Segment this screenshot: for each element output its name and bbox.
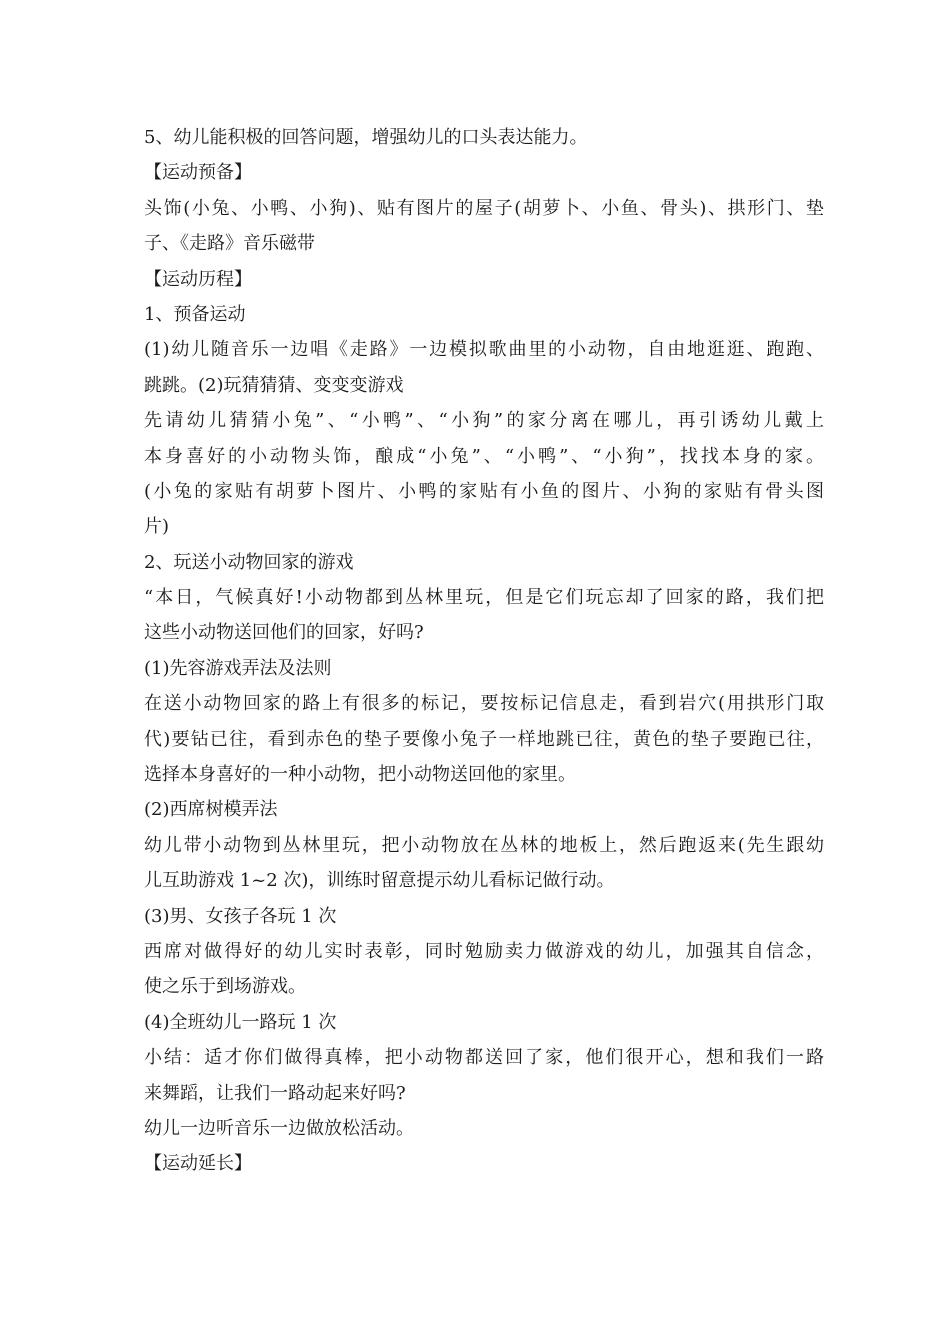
text-line: 【运动历程】: [144, 268, 252, 290]
text-line: 2、玩送小动物回家的游戏: [144, 551, 354, 573]
text-line: 【运动延长】: [144, 1153, 252, 1175]
text-line: 头饰(小兔、小鸭、小狗)、贴有图片的屋子(胡萝卜、小鱼、骨头)、拱形门、垫: [144, 197, 824, 219]
text-line: “本日，气候真好!小动物都到丛林里玩，但是它们玩忘却了回家的路，我们把: [144, 587, 824, 609]
text-line: 这些小动物送回他们的回家，好吗?: [144, 622, 424, 644]
text-line: (3)男、女孩子各玩 1 次: [144, 905, 337, 927]
text-line: (4)全班幼儿一路玩 1 次: [144, 1011, 337, 1033]
text-line: 选择本身喜好的一种小动物，把小动物送回他的家里。: [144, 764, 576, 786]
text-line: 使之乐于到场游戏。: [144, 976, 306, 998]
text-line: 幼儿带小动物到丛林里玩，把小动物放在丛林的地板上，然后跑返来(先生跟幼: [144, 834, 824, 856]
text-line: 西席对做得好的幼儿实时表彰，同时勉励卖力做游戏的幼儿，加强其自信念，: [144, 940, 824, 962]
text-line: 先请幼儿猜猜小兔”、“小鸭”、“小狗”的家分离在哪儿，再引诱幼儿戴上: [144, 410, 824, 432]
text-line: 片): [144, 516, 170, 538]
text-line: (1)幼儿随音乐一边唱《走路》一边模拟歌曲里的小动物，自由地逛逛、跑跑、: [144, 339, 824, 361]
text-line: (小兔的家贴有胡萝卜图片、小鸭的家贴有小鱼的图片、小狗的家贴有骨头图: [144, 480, 824, 502]
text-line: 小结：适才你们做得真棒，把小动物都送回了家，他们很开心，想和我们一路: [144, 1047, 824, 1069]
text-line: 子、《走路》音乐磁带: [144, 233, 315, 255]
text-line: 来舞蹈，让我们一路动起来好吗?: [144, 1082, 406, 1104]
text-line: 【运动预备】: [144, 162, 252, 184]
text-line: (1)先容游戏弄法及法则: [144, 657, 332, 679]
text-line: 1、预备运动: [144, 303, 246, 325]
text-line: 在送小动物回家的路上有很多的标记，要按标记信息走，看到岩穴(用拱形门取: [144, 693, 824, 715]
text-line: 代)要钻已往，看到赤色的垫子要像小兔子一样地跳已往，黄色的垫子要跑已往，: [144, 728, 824, 750]
text-line: 儿互助游戏 1~2 次)，训练时留意提示幼儿看标记做行动。: [144, 870, 615, 892]
text-line: 跳跳。(2)玩猜猜猜、变变变游戏: [144, 374, 404, 396]
text-line: 5、幼儿能积极的回答问题，增强幼儿的口头表达能力。: [144, 127, 588, 148]
text-line: (2)西席树模弄法: [144, 799, 278, 821]
text-line: 幼儿一边听音乐一边做放松活动。: [144, 1117, 414, 1139]
document-body: [144, 120, 824, 1182]
text-line: 本身喜好的小动物头饰，酿成“小兔”、“小鸭”、“小狗”，找找本身的家。: [144, 445, 824, 467]
